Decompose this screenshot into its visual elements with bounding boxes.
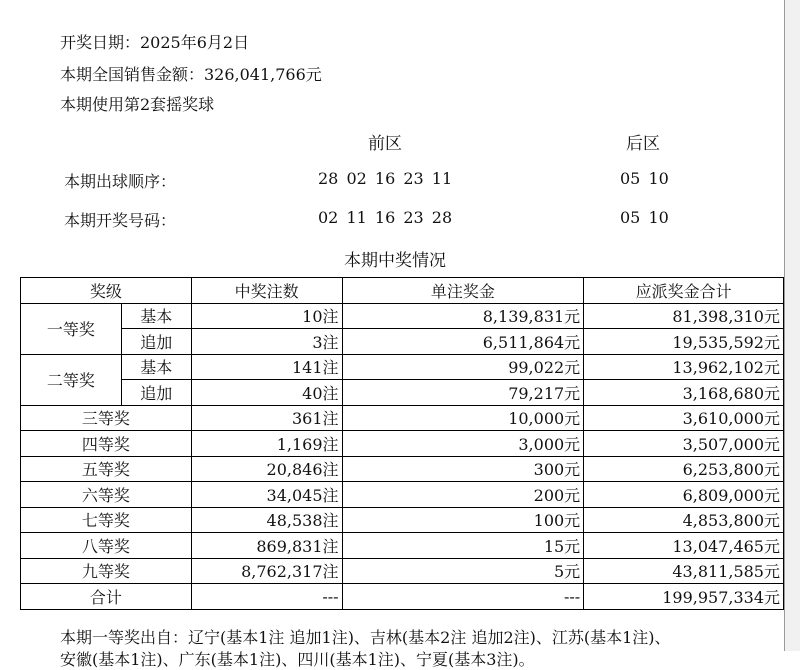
- total-cell: 6,253,800元: [584, 456, 784, 482]
- tier1-basic-prize: 8,139,831元: [342, 303, 584, 329]
- level-cell: 三等奖: [21, 405, 192, 431]
- header-prize: 单注奖金: [342, 278, 584, 304]
- table-header-row: [21, 278, 784, 304]
- count-cell: 1,169注: [191, 431, 342, 457]
- tier1-basic-count: 10注: [191, 303, 342, 329]
- prize-cell: 10,000元: [342, 405, 584, 431]
- level-cell: 九等奖: [21, 558, 192, 584]
- table-row: [21, 380, 784, 406]
- prize-cell: 15元: [342, 533, 584, 559]
- tier1-extra-total: 19,535,592元: [584, 329, 784, 355]
- table-row: [21, 482, 784, 508]
- winning-numbers-label: 本期开奖号码：: [64, 211, 177, 230]
- tier2-extra-count: 40注: [191, 380, 342, 406]
- count-cell: 34,045注: [191, 482, 342, 508]
- tier2-extra-label: 追加: [121, 380, 191, 406]
- draw-order-label: 本期出球顺序：: [64, 172, 177, 191]
- prize-cell: 200元: [342, 482, 584, 508]
- ball-set: 本期使用第2套摇奖球: [60, 95, 215, 114]
- prize-cell: 100元: [342, 507, 584, 533]
- prize-cell: 300元: [342, 456, 584, 482]
- table-row: [21, 303, 784, 329]
- sum-total: 199,957,334元: [584, 584, 784, 610]
- tier1-extra-label: 追加: [121, 329, 191, 355]
- table-row: [21, 507, 784, 533]
- tier2-basic-count: 141注: [191, 354, 342, 380]
- level-cell: 六等奖: [21, 482, 192, 508]
- count-cell: 8,762,317注: [191, 558, 342, 584]
- back-zone-header: 后区: [626, 134, 660, 154]
- count-cell: 361注: [191, 405, 342, 431]
- total-cell: 6,809,000元: [584, 482, 784, 508]
- table-row: [21, 354, 784, 380]
- header-count: 中奖注数: [191, 278, 342, 304]
- table-row: [21, 431, 784, 457]
- table-row: [21, 558, 784, 584]
- tier2-extra-prize: 79,217元: [342, 380, 584, 406]
- sales-amount: 本期全国销售金额：326,041,766元: [60, 65, 322, 84]
- tier2-basic-total: 13,962,102元: [584, 354, 784, 380]
- winning-numbers-front: 02 11 16 23 28: [318, 208, 453, 227]
- count-cell: 48,538注: [191, 507, 342, 533]
- scrollbar[interactable]: [785, 0, 800, 651]
- level-cell: 五等奖: [21, 456, 192, 482]
- draw-date: 开奖日期：2025年6月2日: [60, 33, 250, 52]
- sum-prize: ---: [342, 584, 584, 610]
- tier2-extra-total: 3,168,680元: [584, 380, 784, 406]
- first-prize-origin: 本期一等奖出自：辽宁(基本1注 追加1注)、吉林(基本2注 追加2注)、江苏(基本1注)、: [60, 628, 671, 647]
- front-zone-header: 前区: [368, 134, 402, 154]
- header-total: 应派奖金合计: [584, 278, 784, 304]
- count-cell: 20,846注: [191, 456, 342, 482]
- tier2-basic-prize: 99,022元: [342, 354, 584, 380]
- table-row: [21, 329, 784, 355]
- tier1-extra-count: 3注: [191, 329, 342, 355]
- total-cell: 4,853,800元: [584, 507, 784, 533]
- tier2-basic-label: 基本: [121, 354, 191, 380]
- prize-cell: 3,000元: [342, 431, 584, 457]
- tier1-name: 一等奖: [21, 303, 122, 354]
- tier1-basic-total: 81,398,310元: [584, 303, 784, 329]
- tier2-name: 二等奖: [21, 354, 122, 405]
- table-row: [21, 533, 784, 559]
- sum-count: ---: [191, 584, 342, 610]
- table-total-row: [21, 584, 784, 610]
- level-cell: 四等奖: [21, 431, 192, 457]
- prize-cell: 5元: [342, 558, 584, 584]
- table-title: 本期中奖情况: [344, 251, 446, 271]
- header-level: 奖级: [21, 278, 192, 304]
- draw-order-front: 28 02 16 23 11: [318, 169, 453, 188]
- prize-table: [20, 277, 784, 610]
- level-cell: 七等奖: [21, 507, 192, 533]
- total-cell: 13,047,465元: [584, 533, 784, 559]
- total-cell: 43,811,585元: [584, 558, 784, 584]
- count-cell: 869,831注: [191, 533, 342, 559]
- level-cell: 八等奖: [21, 533, 192, 559]
- winning-numbers-back: 05 10: [620, 208, 669, 227]
- total-cell: 3,507,000元: [584, 431, 784, 457]
- first-prize-origin-cont: 安徽(基本1注)、广东(基本1注)、四川(基本1注)、宁夏(基本3注)。: [60, 650, 535, 669]
- sum-label: 合计: [21, 584, 192, 610]
- tier1-extra-prize: 6,511,864元: [342, 329, 584, 355]
- table-row: [21, 405, 784, 431]
- table-row: [21, 456, 784, 482]
- total-cell: 3,610,000元: [584, 405, 784, 431]
- tier1-basic-label: 基本: [121, 303, 191, 329]
- draw-order-back: 05 10: [620, 169, 669, 188]
